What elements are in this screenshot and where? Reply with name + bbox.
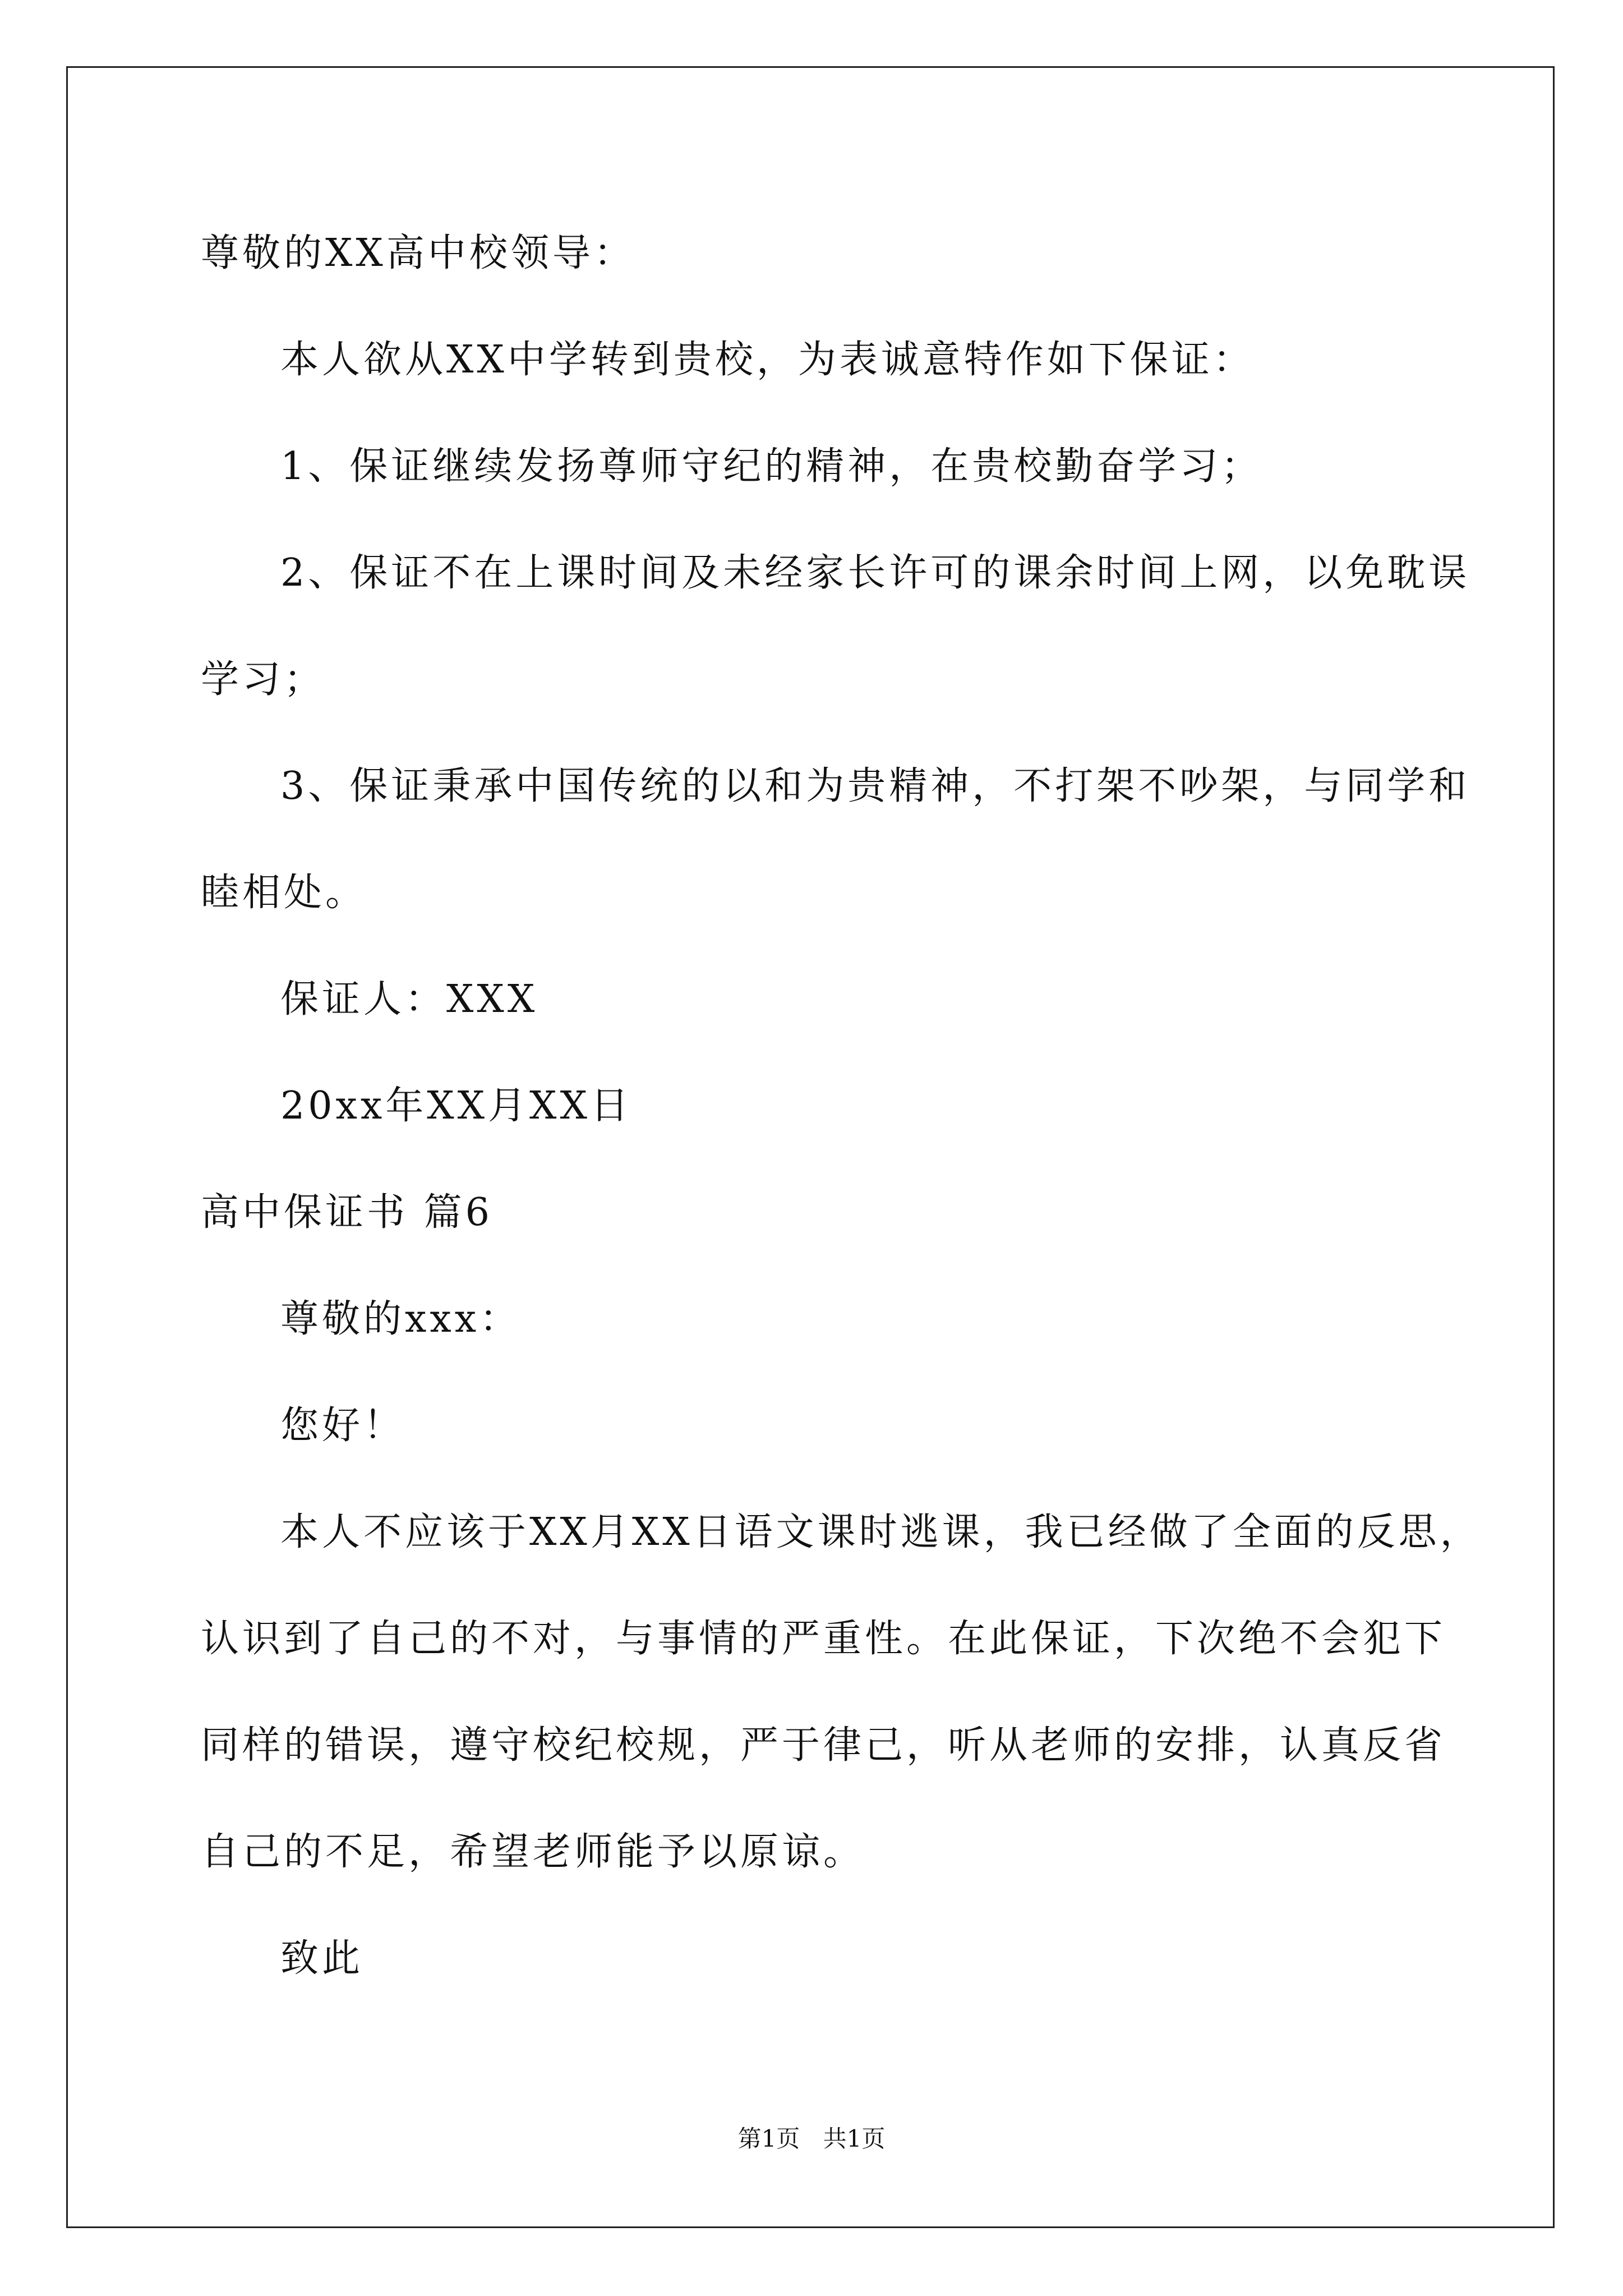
section-heading: 高中保证书 篇6 xyxy=(201,1190,493,1235)
greeting-line: 您好！ xyxy=(280,1404,405,1448)
body-paragraph-line-2: 认识到了自己的不对，与事情的严重性。在此保证，下次绝不会犯下 xyxy=(201,1617,1446,1661)
pledge-item-3-continued: 睦相处。 xyxy=(201,871,367,915)
closing-line: 致此 xyxy=(280,1936,364,1981)
signer-line: 保证人：XXX xyxy=(280,977,538,1022)
salutation-line-2: 尊敬的xxx： xyxy=(280,1297,522,1341)
salutation-line: 尊敬的XX高中校领导： xyxy=(201,231,635,275)
page-total: 共1页 xyxy=(823,2125,886,2152)
body-paragraph-line-3: 同样的错误，遵守校纪校规，严于律己，听从老师的安排，认真反省 xyxy=(201,1723,1446,1768)
pledge-item-3: 3、保证秉承中国传统的以和为贵精神，不打架不吵架，与同学和 xyxy=(280,764,1470,808)
intro-paragraph: 本人欲从XX中学转到贵校，为表诚意特作如下保证： xyxy=(280,338,1255,382)
page-number: 第1页 xyxy=(737,2125,800,2152)
pledge-item-1: 1、保证继续发扬尊师守纪的精神，在贵校勤奋学习； xyxy=(280,444,1263,489)
date-line: 20xx年XX月XX日 xyxy=(280,1084,632,1128)
page-border xyxy=(66,66,1555,2228)
pledge-item-2: 2、保证不在上课时间及未经家长许可的课余时间上网，以免耽误 xyxy=(280,551,1470,595)
page-footer xyxy=(0,2125,1623,2153)
pledge-item-2-continued: 学习； xyxy=(201,657,326,702)
body-paragraph-line-4: 自己的不足，希望老师能予以原谅。 xyxy=(201,1830,865,1874)
body-paragraph: 本人不应该于XX月XX日语文课时逃课，我已经做了全面的反思， xyxy=(280,1510,1482,1554)
